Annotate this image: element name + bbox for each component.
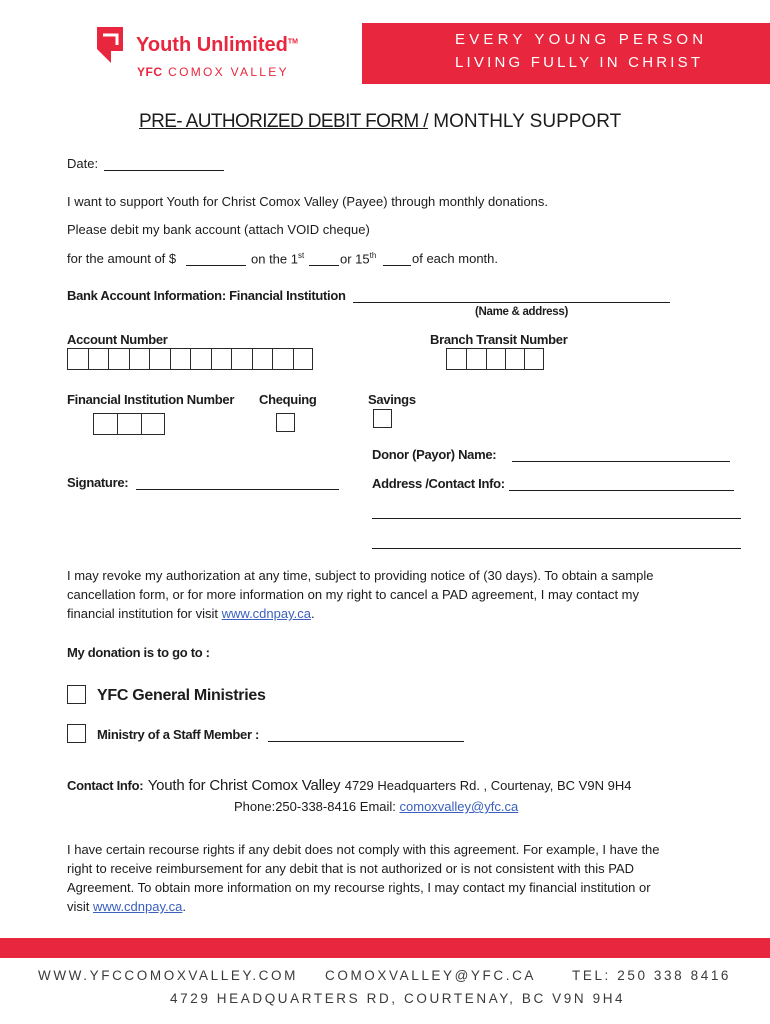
amount-suffix: of each month.: [412, 251, 498, 266]
footer-phone: TEL: 250 338 8416: [572, 968, 732, 983]
revoke-line-1: I may revoke my authorization at any time, subject to providing notice of (30 days). To obtain a sample: [67, 568, 654, 583]
header: [0, 0, 770, 90]
general-ministries-checkbox[interactable]: [67, 685, 86, 704]
tagline-line1: EVERY YOUNG PERSON: [455, 31, 708, 48]
footer-bar: [0, 938, 770, 958]
cdnpay-link-2[interactable]: www.cdnpay.ca: [93, 899, 183, 914]
signature-label: Signature:: [67, 475, 129, 490]
footer-website: WWW.YFCCOMOXVALLEY.COM: [38, 968, 298, 983]
staff-member-checkbox[interactable]: [67, 724, 86, 743]
savings-checkbox[interactable]: [373, 409, 392, 428]
donation-to-label: My donation is to go to :: [67, 645, 210, 660]
signature-field[interactable]: [136, 489, 339, 490]
chequing-checkbox[interactable]: [276, 413, 295, 432]
address-contact-label: Address /Contact Info:: [372, 476, 505, 491]
first-day-field[interactable]: [309, 265, 339, 266]
bank-info-label: Bank Account Information: Financial Institution: [67, 288, 346, 303]
staff-member-field[interactable]: [268, 741, 464, 742]
account-number-input[interactable]: [67, 348, 313, 370]
tagline-line2: LIVING FULLY IN CHRIST: [455, 54, 704, 71]
intro-line-1: I want to support Youth for Christ Comox Valley (Payee) through monthly donations.: [67, 194, 549, 209]
staff-member-label: Ministry of a Staff Member :: [97, 727, 260, 742]
intro-line-2: Please debit my bank account (attach VOID cheque): [67, 222, 370, 237]
recourse-line-1: I have certain recourse rights if any debit does not comply with this agreement. For example, I have the: [67, 842, 660, 857]
footer-address: 4729 HEADQUARTERS RD, COURTENAY, BC V9N 9H4: [170, 991, 626, 1006]
recourse-line-4: visit www.cdnpay.ca.: [67, 899, 186, 914]
address-field-3[interactable]: [372, 548, 741, 549]
chequing-label: Chequing: [259, 392, 317, 407]
email-link[interactable]: comoxvalley@yfc.ca: [399, 799, 519, 814]
revoke-paragraph: [67, 566, 707, 623]
recourse-line-2: right to receive reimbursement for any debit that is not authorized or is not consistent with this PAD: [67, 861, 634, 876]
amount-on-label: on the 1st: [251, 251, 305, 267]
name-address-note: (Name & address): [475, 306, 568, 318]
fifteenth-day-field[interactable]: [383, 265, 411, 266]
financial-institution-field[interactable]: [353, 302, 670, 303]
sub-brand: YFC COMOX VALLEY: [137, 65, 289, 79]
brand-name: Youth Unlimited™: [136, 34, 298, 56]
youth-unlimited-logo-icon: [93, 25, 129, 73]
recourse-line-3: Agreement. To obtain more information on my recourse rights, I may contact my financial institution or: [67, 880, 651, 895]
branch-transit-label: Branch Transit Number: [430, 332, 568, 347]
page-title: PRE- AUTHORIZED DEBIT FORM / MONTHLY SUPPORT: [139, 111, 622, 132]
amount-field[interactable]: [186, 265, 246, 266]
revoke-line-2: cancellation form, or for more information on my right to cancel a PAD agreement, I may contact my: [67, 587, 639, 602]
donor-name-label: Donor (Payor) Name:: [372, 447, 497, 462]
tagline-banner: [362, 23, 770, 84]
branch-transit-input[interactable]: [446, 348, 544, 370]
donor-name-field[interactable]: [512, 461, 730, 462]
footer-email: COMOXVALLEY@YFC.CA: [325, 968, 537, 983]
cdnpay-link[interactable]: www.cdnpay.ca: [221, 606, 311, 621]
account-number-label: Account Number: [67, 332, 168, 347]
amount-prefix: for the amount of $: [67, 251, 177, 266]
fin-inst-number-input[interactable]: [93, 413, 165, 435]
contact-phone-email: Phone:250-338-8416 Email: comoxvalley@yfc.ca: [234, 799, 519, 814]
recourse-paragraph: [67, 840, 707, 916]
date-label: Date:: [67, 156, 99, 171]
date-field[interactable]: [104, 170, 224, 171]
amount-or-label: or 15th: [340, 251, 377, 267]
address-field-1[interactable]: [509, 490, 734, 491]
revoke-line-3: financial institution for visit www.cdnpay.ca.: [67, 606, 315, 621]
fin-inst-number-label: Financial Institution Number: [67, 392, 235, 407]
savings-label: Savings: [368, 392, 416, 407]
address-field-2[interactable]: [372, 518, 741, 519]
contact-info: Contact Info: Youth for Christ Comox Valley 4729 Headquarters Rd. , Courtenay, BC V9N 9H4: [67, 777, 632, 794]
general-ministries-label: YFC General Ministries: [97, 687, 266, 704]
